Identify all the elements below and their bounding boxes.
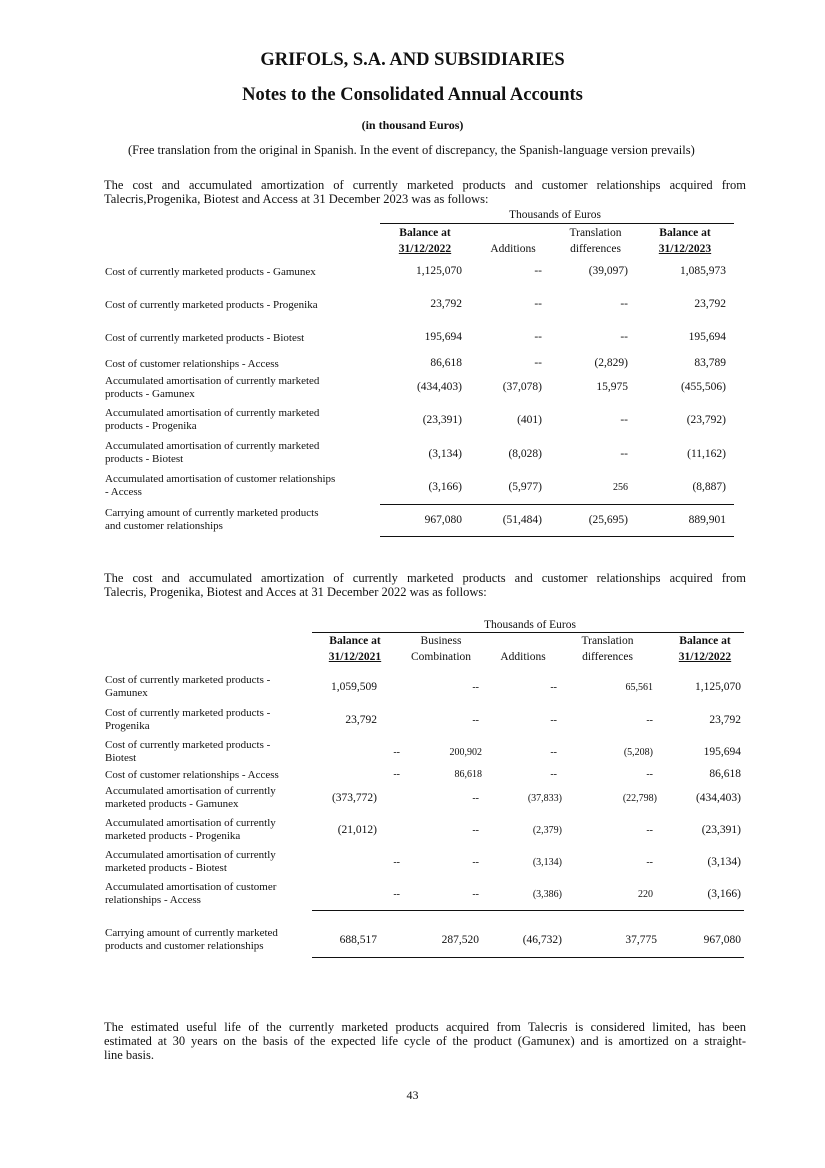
closing-line1: The estimated useful life of the currently marketed products acquired from Talecris is considered limited, has been: [104, 1020, 746, 1034]
units-subtitle: (in thousand Euros): [361, 118, 464, 132]
row-label: [105, 927, 278, 953]
cell: --: [472, 857, 479, 868]
cell: --: [472, 825, 479, 836]
cell: --: [393, 747, 400, 758]
cell: (51,484): [502, 514, 542, 526]
row-label-line: marketed products - Progenika: [105, 830, 241, 842]
closing-line2: estimated at 30 years on the basis of the expected life cycle of the product (Gamunex) and is amortized on a straight-: [104, 1034, 746, 1048]
table2022-bottom-rule: [312, 957, 744, 958]
cell: 23,792: [430, 298, 462, 310]
row-label-line: Accumulated amortisation of customer relationships: [105, 473, 336, 485]
table2022-col1-h2: 31/12/2021: [328, 651, 382, 663]
cell: (25,695): [588, 514, 628, 526]
cell: (46,732): [522, 934, 562, 946]
table2023-intro-line1: The cost and accumulated amortization of currently marketed products and customer relationships acquired from: [104, 178, 746, 192]
table2022-group-header: Thousands of Euros: [484, 619, 576, 631]
cell: 23,792: [709, 714, 741, 726]
cell: (3,134): [532, 857, 562, 868]
row-label-line: Accumulated amortisation of currently: [105, 817, 276, 829]
row-label-line: products - Gamunex: [105, 388, 195, 400]
row-label-line: Cost of currently marketed products -: [105, 739, 271, 751]
row-label: [105, 407, 319, 433]
cell: --: [646, 857, 653, 868]
cell: --: [393, 769, 400, 780]
row-label: [105, 507, 319, 533]
cell: 1,125,070: [695, 681, 741, 693]
cell: --: [550, 715, 557, 726]
cell: 1,125,070: [416, 265, 462, 277]
table2023-bottom-rule: [380, 536, 734, 537]
cell: 1,059,509: [331, 681, 377, 693]
cell: 65,561: [625, 682, 653, 693]
table2022-col2-h2: Combination: [410, 651, 472, 663]
table2022-col5-h1: Balance at: [679, 635, 731, 647]
cell: --: [472, 682, 479, 693]
cell: --: [550, 769, 557, 780]
cell: --: [646, 715, 653, 726]
table2022-col3-h2: Additions: [500, 651, 546, 663]
cell: 287,520: [441, 934, 479, 946]
row-label-line: and customer relationships: [105, 520, 223, 532]
cell: (3,134): [707, 856, 741, 868]
cell: 15,975: [596, 381, 628, 393]
row-label-line: products - Biotest: [105, 453, 184, 465]
cell: --: [620, 414, 628, 426]
cell: 195,694: [703, 746, 741, 758]
cell: --: [534, 298, 542, 310]
cell: 37,775: [625, 934, 657, 946]
cell: (455,506): [680, 381, 726, 393]
cell: (23,391): [422, 414, 462, 426]
row-label-line: relationships - Access: [105, 894, 201, 906]
cell: 86,618: [430, 357, 462, 369]
cell: --: [534, 331, 542, 343]
cell: 256: [613, 482, 628, 493]
row-label-line: Gamunex: [105, 687, 148, 699]
cell: (3,166): [428, 481, 462, 493]
table2022-col4-h1: Translation: [581, 635, 634, 647]
row-label-line: Accumulated amortisation of currently marketed: [105, 375, 320, 387]
cell: --: [393, 857, 400, 868]
cell: --: [646, 825, 653, 836]
row-label: [105, 674, 270, 700]
cell: 86,618: [709, 768, 741, 780]
row-label: [105, 739, 270, 765]
document-title: Notes to the Consolidated Annual Accounts: [242, 85, 583, 105]
cell: (23,391): [701, 824, 741, 836]
row-label-line: marketed products - Gamunex: [105, 798, 239, 810]
row-label: Cost of customer relationships - Access: [105, 769, 279, 781]
cell: (401): [517, 414, 542, 426]
cell: (39,097): [588, 265, 628, 277]
cell: 195,694: [688, 331, 726, 343]
table2022-col5-h2: 31/12/2022: [678, 651, 732, 663]
row-label-line: Accumulated amortisation of customer: [105, 881, 277, 893]
cell: --: [550, 747, 557, 758]
cell: --: [534, 357, 542, 369]
cell: (434,403): [695, 792, 741, 804]
table2022-intro-line1: The cost and accumulated amortization of currently marketed products and customer relationships acquired from: [104, 571, 746, 585]
cell: 889,901: [688, 514, 726, 526]
table2022-total-rule: [312, 910, 744, 911]
row-label-line: marketed products - Biotest: [105, 862, 227, 874]
row-label-line: Accumulated amortisation of currently: [105, 785, 276, 797]
table2022-col4-h2: differences: [582, 651, 633, 663]
translation-note: (Free translation from the original in Spanish. In the event of discrepancy, the Spanish-language version prevails): [128, 143, 695, 157]
table2022-header-rule: [312, 632, 744, 633]
cell: 23,792: [694, 298, 726, 310]
table2023-col4-h2: 31/12/2023: [658, 243, 712, 255]
row-label: [105, 440, 319, 466]
row-label-line: Accumulated amortisation of currently: [105, 849, 276, 861]
table2023-header-rule: [380, 223, 734, 224]
row-label-line: products - Progenika: [105, 420, 197, 432]
cell: (3,386): [532, 889, 562, 900]
cell: (11,162): [687, 448, 726, 460]
cell: --: [620, 448, 628, 460]
table2022-col2-h1: Business: [420, 635, 462, 647]
cell: --: [620, 298, 628, 310]
row-label: [105, 849, 276, 875]
cell: 967,080: [703, 934, 741, 946]
cell: 86,618: [454, 769, 482, 780]
table2023-col2-h2: Additions: [490, 243, 536, 255]
row-label: Cost of currently marketed products - Progenika: [105, 299, 318, 311]
table2023-group-header: Thousands of Euros: [509, 209, 601, 221]
cell: (2,829): [594, 357, 628, 369]
cell: (37,078): [502, 381, 542, 393]
row-label-line: Cost of currently marketed products -: [105, 707, 271, 719]
cell: --: [550, 682, 557, 693]
cell: 195,694: [424, 331, 462, 343]
row-label-line: products and customer relationships: [105, 940, 264, 952]
table2023-col4-h1: Balance at: [659, 227, 711, 239]
table2023-intro-line2: Talecris,Progenika, Biotest and Access at 31 December 2023 was as follows:: [104, 192, 489, 206]
row-label: [105, 881, 276, 907]
cell: (22,798): [622, 793, 657, 804]
table2023-col1-h1: Balance at: [399, 227, 451, 239]
row-label-line: Accumulated amortisation of currently marketed: [105, 440, 320, 452]
company-title: GRIFOLS, S.A. AND SUBSIDIARIES: [260, 50, 565, 70]
cell: --: [472, 889, 479, 900]
cell: (2,379): [532, 825, 562, 836]
row-label-line: Progenika: [105, 720, 150, 732]
page-number: 43: [406, 1088, 419, 1102]
table2023-col3-h1: Translation: [569, 227, 622, 239]
row-label: [105, 785, 276, 811]
row-label-line: Cost of currently marketed products -: [105, 674, 271, 686]
row-label: Cost of customer relationships - Access: [105, 358, 279, 370]
table2023-col1-h2: 31/12/2022: [398, 243, 452, 255]
cell: 688,517: [339, 934, 377, 946]
row-label: [105, 817, 276, 843]
cell: (5,208): [623, 747, 653, 758]
cell: (23,792): [686, 414, 726, 426]
row-label: [105, 707, 270, 733]
row-label: [105, 375, 319, 401]
closing-line3: line basis.: [104, 1048, 154, 1062]
cell: --: [393, 889, 400, 900]
cell: --: [472, 715, 479, 726]
row-label-line: Carrying amount of currently marketed: [105, 927, 278, 939]
row-label-line: - Access: [105, 486, 142, 498]
cell: 83,789: [694, 357, 726, 369]
row-label: [105, 473, 335, 499]
cell: (8,028): [508, 448, 542, 460]
cell: (5,977): [508, 481, 542, 493]
cell: --: [646, 769, 653, 780]
table2022-col1-h1: Balance at: [329, 635, 381, 647]
cell: 23,792: [345, 714, 377, 726]
table2023-col3-h2: differences: [570, 243, 621, 255]
cell: (3,166): [707, 888, 741, 900]
table2022-intro-line2: Talecris, Progenika, Biotest and Acces at 31 December 2022 was as follows:: [104, 585, 487, 599]
cell: (21,012): [337, 824, 377, 836]
cell: 220: [638, 889, 653, 900]
cell: (37,833): [527, 793, 562, 804]
cell: (3,134): [428, 448, 462, 460]
cell: (434,403): [416, 381, 462, 393]
cell: --: [472, 793, 479, 804]
cell: --: [620, 331, 628, 343]
row-label-line: Accumulated amortisation of currently marketed: [105, 407, 320, 419]
row-label: Cost of currently marketed products - Gamunex: [105, 266, 316, 278]
row-label-line: Biotest: [105, 752, 137, 764]
cell: 967,080: [424, 514, 462, 526]
cell: 200,902: [449, 747, 482, 758]
row-label-line: Carrying amount of currently marketed products: [105, 507, 319, 519]
cell: 1,085,973: [680, 265, 726, 277]
table2023-total-rule: [380, 504, 734, 505]
cell: (8,887): [692, 481, 726, 493]
row-label: Cost of currently marketed products - Biotest: [105, 332, 305, 344]
cell: (373,772): [331, 792, 377, 804]
cell: --: [534, 265, 542, 277]
